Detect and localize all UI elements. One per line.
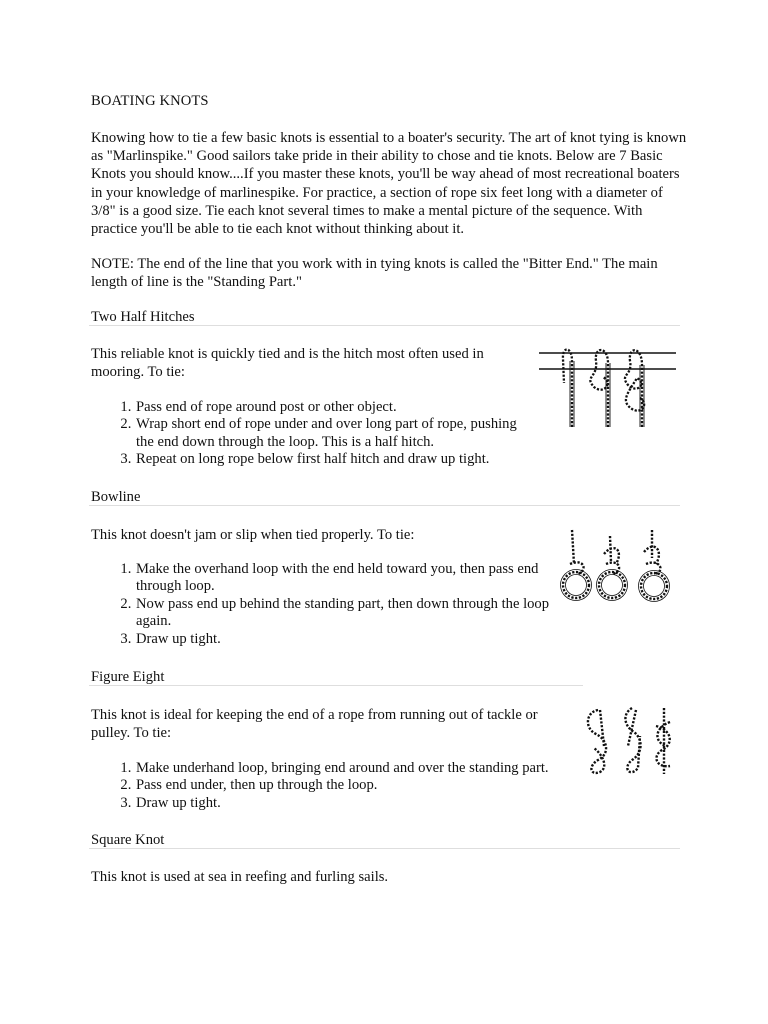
step-item: 2. Wrap short end of rope under and over long part of rope, pushing the end down through the loop. This is a half hitch. bbox=[135, 416, 531, 451]
note-paragraph: NOTE: The end of the line that you work with in tying knots is called the "Bitter End." The main length of line is the "Standing Part." bbox=[91, 256, 658, 291]
knot-steps-list bbox=[91, 561, 551, 648]
section-divider bbox=[89, 505, 680, 506]
section-heading-two-half-hitches: Two Half Hitches bbox=[91, 309, 195, 325]
section-heading-bowline: Bowline bbox=[91, 489, 141, 505]
knot-steps-list bbox=[91, 399, 531, 469]
knot-description: This knot is used at sea in reefing and furling sails. bbox=[91, 869, 389, 885]
bowline-illustration bbox=[558, 528, 680, 610]
step-item: 2. Pass end under, then up through the loop. bbox=[135, 777, 575, 794]
step-item: 3. Draw up tight. bbox=[135, 631, 551, 648]
step-item: 1. Make underhand loop, bringing end around and over the standing part. bbox=[135, 760, 575, 777]
step-item: 1. Make the overhand loop with the end held toward you, then pass end through loop. bbox=[135, 561, 551, 596]
knot-steps-list bbox=[91, 760, 575, 812]
step-item: 3. Draw up tight. bbox=[135, 795, 575, 812]
knot-description: This reliable knot is quickly tied and is the hitch most often used in mooring. To tie: bbox=[91, 346, 484, 381]
step-item: 2. Now pass end up behind the standing part, then down through the loop again. bbox=[135, 596, 551, 631]
document-title: BOATING KNOTS bbox=[91, 93, 209, 109]
step-item: 3. Repeat on long rope below first half hitch and draw up tight. bbox=[135, 451, 531, 468]
figure-eight-illustration bbox=[582, 706, 682, 778]
knot-description: This knot is ideal for keeping the end of a rope from running out of tackle or pulley. To tie: bbox=[91, 707, 538, 742]
section-heading-square-knot: Square Knot bbox=[91, 832, 165, 848]
knot-description: This knot doesn't jam or slip when tied properly. To tie: bbox=[91, 527, 415, 543]
intro-paragraph: Knowing how to tie a few basic knots is essential to a boater's security. The art of knot tying is known as "Marlinspike." Good sailors take pride in their ability to chose and tie knots. Below are 7 Basic Knots you should know....If you master these knots, you'll be way ahead of most recreational boaters in your knowledge of marlinespike. For practice, a section of rope six feet long with a diameter of 3/8" is a good size. Tie each knot several times to make a mental picture of the sequence. With practice you'll be able to tie each knot without thinking about it. bbox=[91, 130, 687, 238]
section-divider bbox=[89, 848, 680, 849]
section-heading-figure-eight: Figure Eight bbox=[91, 669, 165, 685]
section-divider bbox=[89, 325, 680, 326]
two-half-hitches-illustration bbox=[536, 343, 678, 429]
step-item: 1. Pass end of rope around post or other object. bbox=[135, 399, 531, 416]
section-divider bbox=[89, 685, 583, 686]
